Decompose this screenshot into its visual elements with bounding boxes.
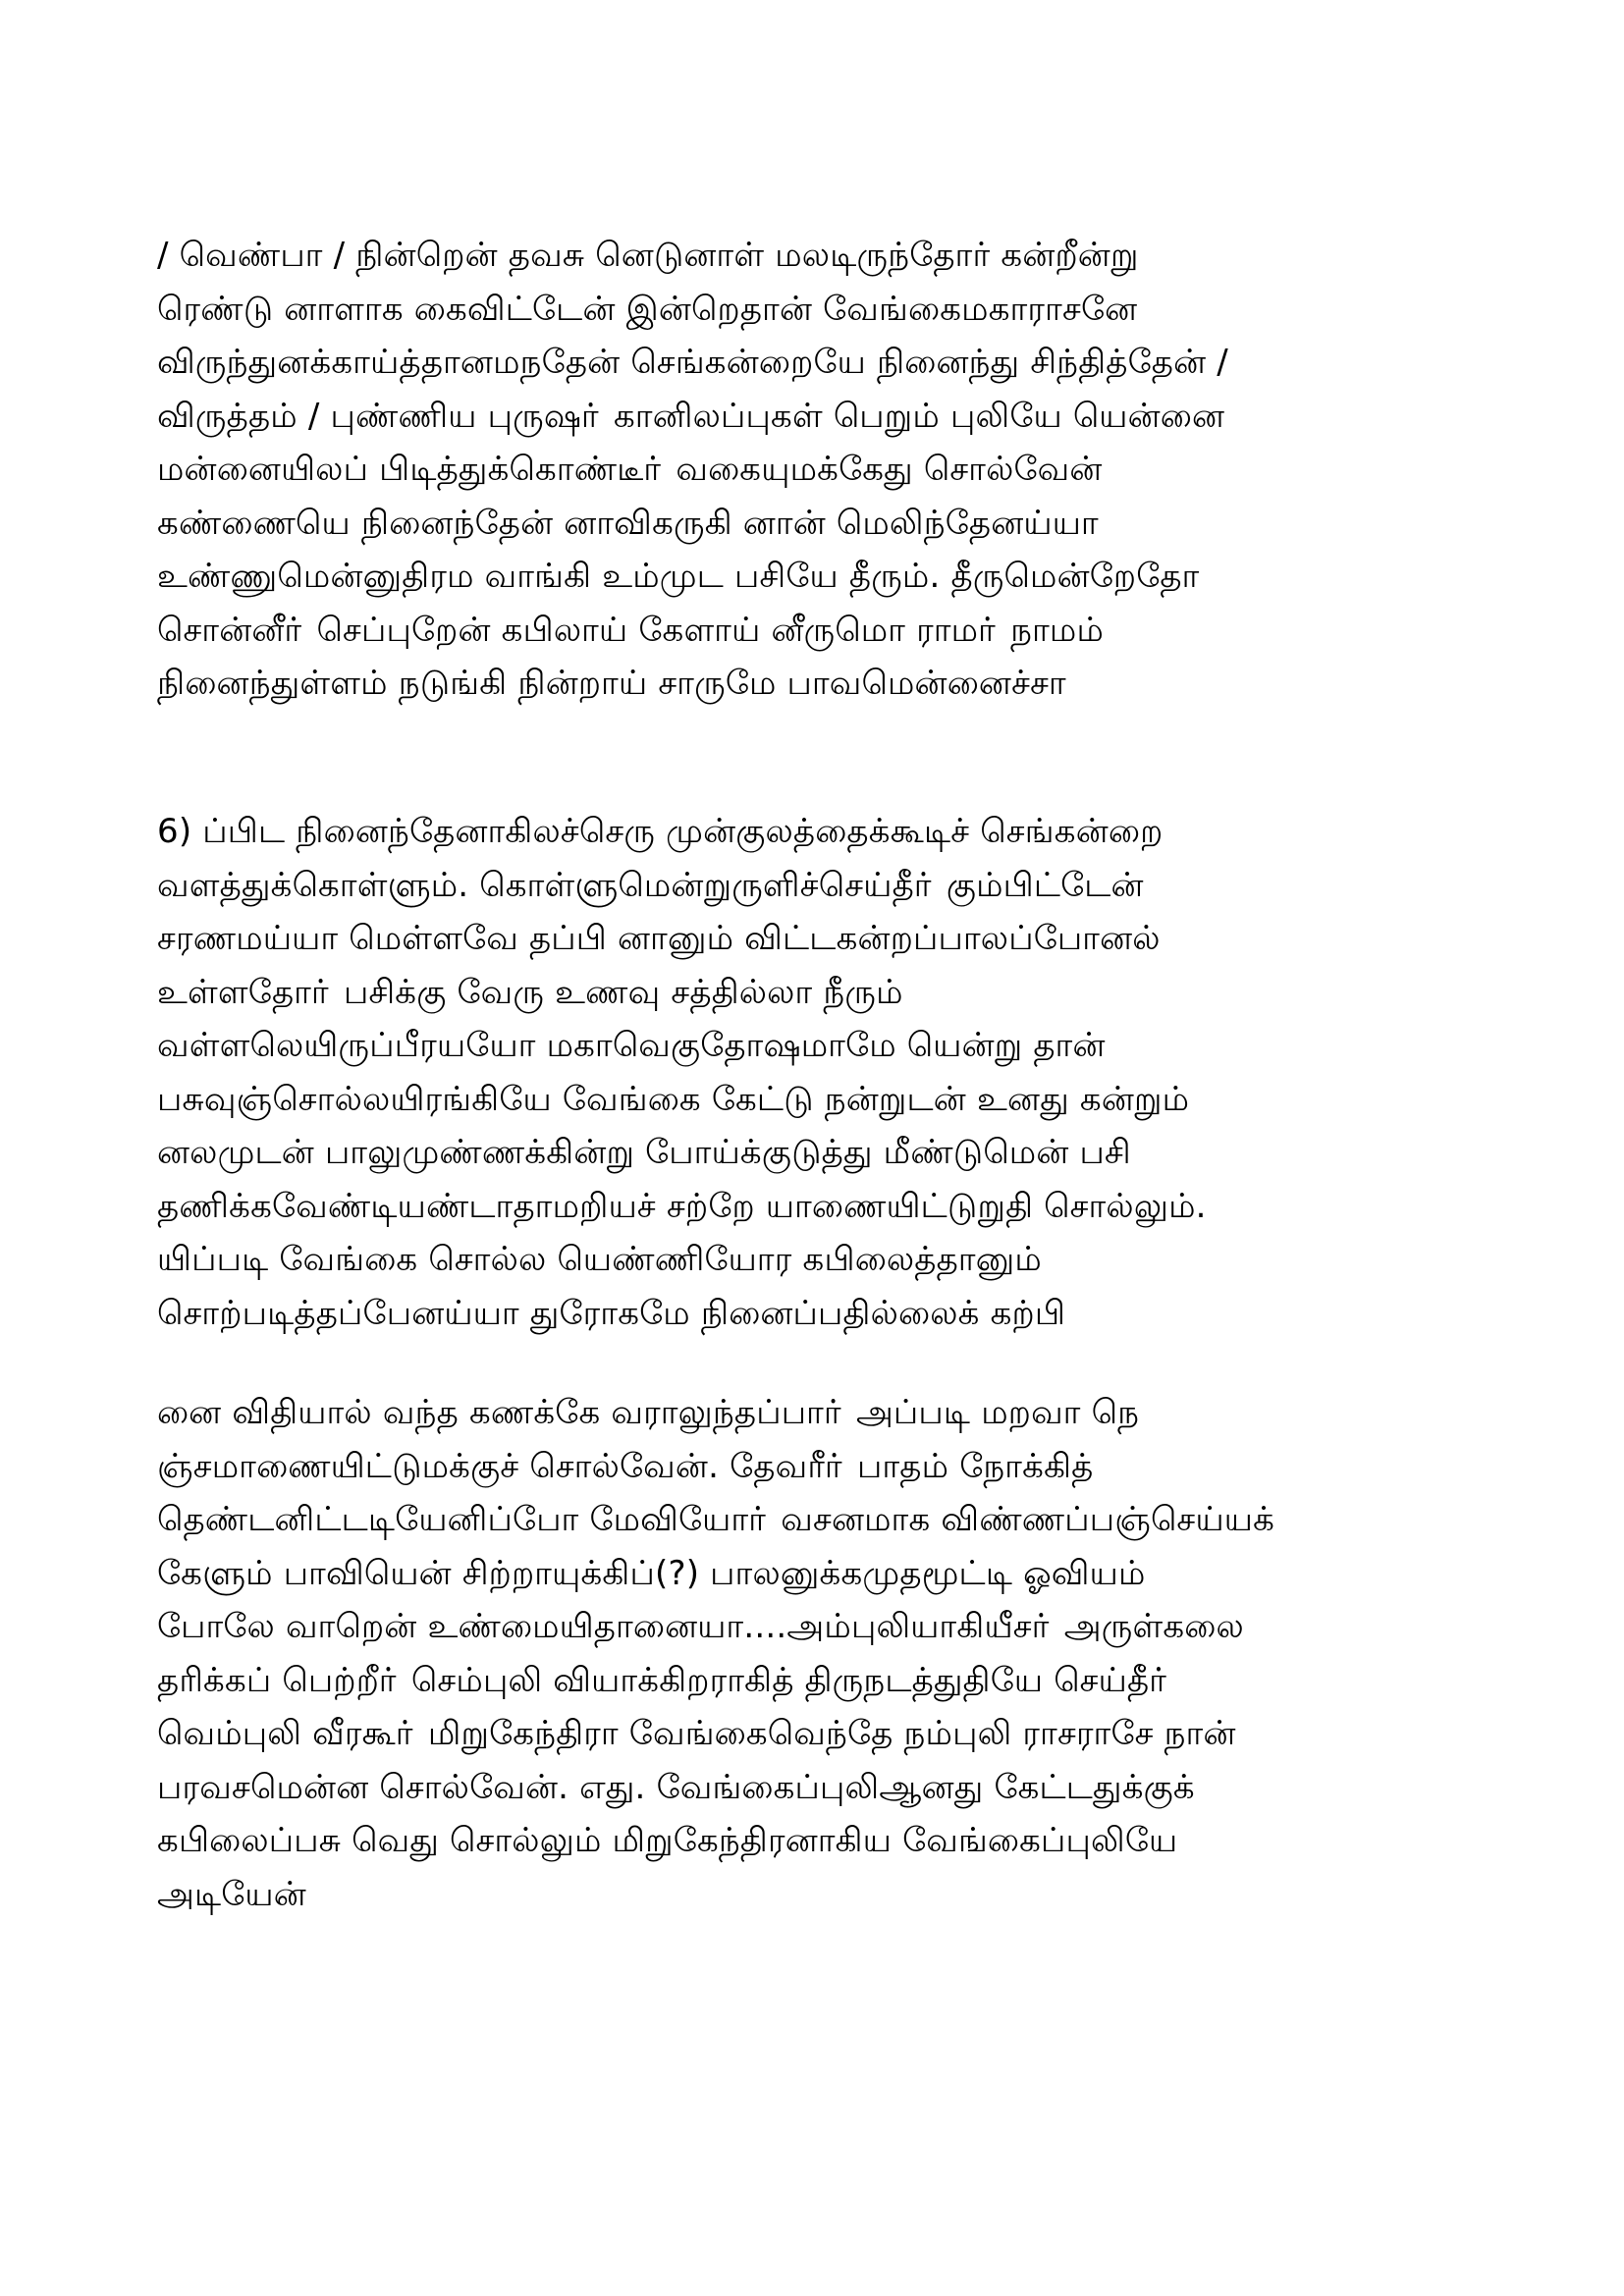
text-line: அடியேன் (157, 1874, 306, 1914)
text-line: 6) ப்பிட நினைந்தேனாகிலச்செரு முன்குலத்தைக்கூடிச் செங்கன்றை (157, 812, 1164, 851)
text-line: தெண்டனிட்டடியேனிப்போ மேவியோா் வசனமாக விண்ணப்பஞ்செய்யக் (157, 1500, 1275, 1539)
text-line: பசுவுஞ்சொல்லயிரங்கியே வேங்கை கேட்டு நன்றுடன் உனது கன்றும் (157, 1079, 1190, 1119)
text-line: கேளும் பாவியென் சிற்றாயுக்கிப்(?) பாலனுக்கமுதமூட்டி ஓவியம் (157, 1553, 1146, 1593)
text-line: வெம்புலி வீரகூா் மிறுகேந்திரா வேங்கைவெந்தே நம்புலி ராசராசே நான் (157, 1714, 1236, 1753)
text-line: உள்ளதோா் பசிக்கு வேரு உணவு சத்தில்லா நீரும் (157, 972, 903, 1012)
text-line: ஞ்சமாணையிட்டுமக்குச் சொல்வேன். தேவரீா் பாதம் நோக்கித் (157, 1446, 1094, 1486)
text-line: பரவசமென்ன சொல்வேன். எது. வேங்கைப்புலிஆனது கேட்டதுக்குக் (157, 1767, 1195, 1807)
text-line: போலே வாறென் உண்மையிதானையா....அம்புலியாகியீசா் அருள்கலை (157, 1607, 1244, 1646)
paragraph-1 (157, 229, 1492, 711)
text-line: கண்ணையெ நினைந்தேன் னாவிகருகி னான் மெலிந்தேனய்யா (157, 503, 1099, 543)
text-line: தணிக்கவேண்டியண்டாதாமறியச் சற்றே யாணையிட்டுறுதி சொல்லும். (157, 1186, 1207, 1226)
text-line: யிப்படி வேங்கை சொல்ல யெண்ணியோர கபிலைத்தானும் (157, 1240, 1042, 1279)
text-line: வளத்துக்கொள்ளும். கொள்ளுமென்றுருளிச்செய்தீா் கும்பிட்டேன் (157, 865, 1144, 905)
text-line: விருந்துனக்காய்த்தானமநதேன் செங்கன்றையே நினைந்து சிந்தித்தேன் / (157, 343, 1228, 382)
text-line: விருத்தம் / புண்ணிய புருஷா் கானிலப்புகள் பெறும் புலியே யென்னை (157, 396, 1225, 436)
text-line: னை விதியால் வந்த கணக்கே வராலுந்தப்பாா் அப்படி மறவா நெ (157, 1393, 1140, 1432)
text-line: மன்னையிலப் பிடித்துக்கொண்டீா் வகையுமக்கேது சொல்வேன் (157, 450, 1103, 489)
text-line: னலமுடன் பாலுமுண்ணக்கின்று போய்க்குடுத்து மீண்டுமென் பசி (157, 1133, 1131, 1172)
text-line: சொன்னீா் செப்புறேன் கபிலாய் கேளாய் னீருமொ ராமா் நாமம் (157, 610, 1105, 650)
text-line: தரிக்கப் பெற்றீா் செம்புலி வியாக்கிறராகித் திருநடத்துதியே செய்தீா் (157, 1660, 1171, 1700)
text-line: வள்ளலெயிருப்பீரயயோ மகாவெகுதோஷமாமே யென்று தான் (157, 1026, 1106, 1065)
text-line: உண்ணுமென்னுதிரம வாங்கி உம்முட பசியே தீரும். தீருமென்றேதோ (157, 557, 1200, 596)
text-line: கபிலைப்பசு வெது சொல்லும் மிறுகேந்திரனாகிய வேங்கைப்புலியே (157, 1821, 1178, 1860)
text-line: சரணமய்யா மெள்ளவே தப்பி னானும் விட்டகன்றப்பாலப்போனல் (157, 919, 1161, 958)
text-line: ரெண்டு னாளாக கைவிட்டேன் இன்றெதான் வேங்கைமகாராசனே (157, 289, 1138, 329)
text-line: / வெண்பா / நின்றென் தவசு னெடுனாள் மலடிருந்தோர் கன்றீன்று (157, 236, 1139, 275)
paragraph-2 (157, 805, 1492, 1340)
paragraph-3 (157, 1386, 1492, 1921)
text-line: நினைந்துள்ளம் நடுங்கி நின்றாய் சாருமே பாவமென்னைச்சா (157, 664, 1066, 703)
text-line: சொற்படித்தப்பேனய்யா துரோகமே நினைப்பதில்லைக் கற்பி (157, 1293, 1066, 1333)
